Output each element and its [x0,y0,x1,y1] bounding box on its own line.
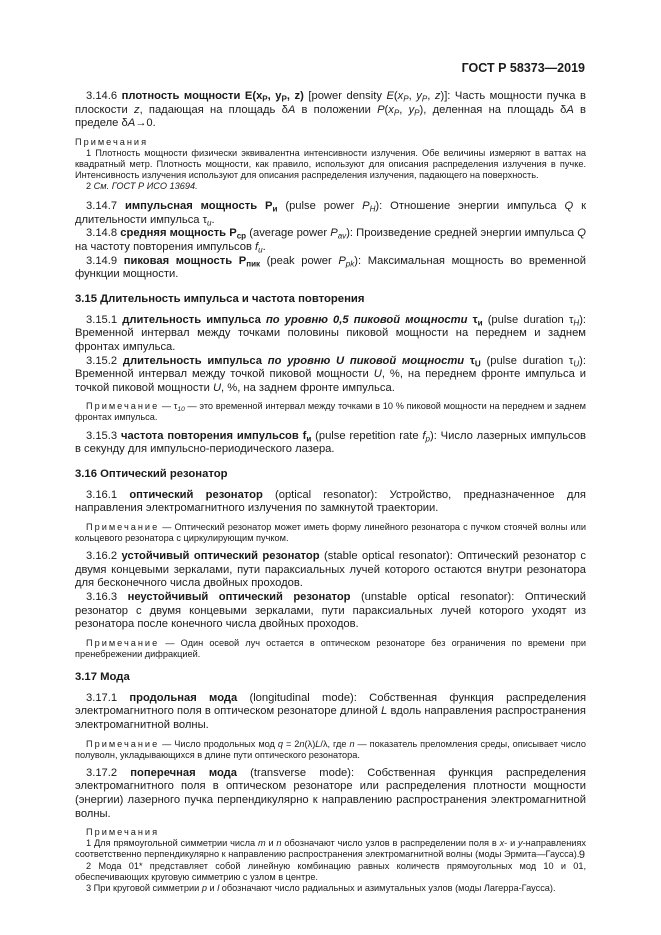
note-paragraph: Примечание — Число продольных мод q = 2n(λ)L/λ, где n — показатель преломления среды, описывает число полуволн, укладывающихся в длине пути оптического резонатора. [75,738,586,760]
note-paragraph: 1 Плотность мощности физически эквивалентна интенсивности излучения. Обе величины измеряют в ваттах на квадратный метр. Плотность мощности, как правило, используют для описания распределения излучения в пучке. Интенсивность излучения используют для описания распределения излучения, падающего на поверхность. [75,147,586,181]
note-paragraph: 2 Мода 01* представляет собой линейную комбинацию равных количеств прямоугольных мод 10 и 01, обеспечивающих круговую симметрию с узлом в центре. [75,860,586,882]
paragraph: 3.16.1 оптический резонатор (optical resonator): Устройство, предназначенное для направления электромагнитного излучения по замкнутой траектории. [75,488,586,515]
document-body [75,90,586,894]
section-heading: 3.17 Мода [75,670,130,683]
paragraph: 3.14.7 импульсная мощность $P_и$ (pulse power $P_H$): Отношение энергии импульса Q к длительности импульса $\tau_и$. [75,200,586,228]
section-heading: 3.16 Оптический резонатор [75,467,228,480]
paragraph: 3.15.2 длительность импульса по уровню U пиковой мощности $\tau_U$ (pulse duration $\tau_U$): Временной интервал между точкой пиковой мощности U, %, на переднем фронте импульса и точкой пиковой мощности U, %, на заднем фронте импульса. [75,354,587,394]
paragraph: 3.17.2 поперечная мода (transverse mode): Собственная функция распределения электромагнитного поля в оптическом резонаторе или распределения плотности мощности (энергии) лазерного пучка перпендикулярно к направлению распространения электромагнитной волны. [75,766,586,820]
note-paragraph: Примечание — $\tau_{10}$ — это временной интервал между точками в 10 % пиковой мощности на переднем и заднем фронтах импульса. [75,401,586,423]
paragraph: 3.14.9 пиковая мощность $P_{пик}$ (peak power $P_{pk}$): Максимальная мощность во временной функции мощности. [75,254,587,281]
paragraph: 3.15.3 частота повторения импульсов $f_и$ (pulse repetition rate $f_p$): Число лазерных импульсов в секунду для импульсно-периодического лазера. [75,429,586,456]
note-paragraph: Примечание — Оптический резонатор может иметь форму линейного резонатора с пучком стоячей волны или кольцевого резонатора с циркулирующим пучком. [75,521,586,544]
note-paragraph: 1 Для прямоугольной симметрии числа m и n обозначают число узлов в распределении поля в x- и y-направлениях соответственно перпендикулярно к направлению распространения электромагнитной волны (моды Эрмита—Гаусса). [75,838,586,860]
paragraph: 3.16.2 устойчивый оптический резонатор (stable optical resonator): Оптический резонатор с двумя концевыми зеркалами, пути параксиальных лучей которого остаются внутри резонатора для бесконечного числа двойных проходов. [75,550,586,590]
page-number: 9 [578,849,585,861]
paragraph: 3.14.6 плотность мощности $E(x_P$, $y_P$, z) [power density $E(x_P$, $y_P$, z)]: Часть мощности пучка в плоскости z, падающая на площадь δA в положении $P(x_P$, $y_P$), деленная на площадь δA в пределе δA→0. [75,90,586,130]
section-heading: 3.15 Длительность импульса и частота повторения [75,292,365,305]
paragraph: 3.14.8 средняя мощность $P_{ср}$ (average power $P_{av}$): Произведение средней энергии импульса Q на частоту повторения импульсов $f_и$. [75,227,586,255]
note-paragraph: Примечание — Один осевой луч остается в оптическом резонаторе без ограничения по времени при пренебрежении дифракцией. [75,637,586,659]
paragraph: 3.17.1 продольная мода (longitudinal mode): Собственная функция распределения электромагнитного поля в оптическом резонаторе длиной L вдоль направления распространения электромагнитной волны. [75,691,586,732]
note-paragraph: 3 При круговой симметрии p и l обозначают число радиальных и азимутальных узлов (моды Лагерра-Гаусса). [86,882,556,893]
note-paragraph: 2 См. ГОСТ Р ИСО 13694. [86,181,198,192]
standard-header: ГОСТ Р 58373—2019 [461,61,585,75]
paragraph: 3.16.3 неустойчивый оптический резонатор (unstable optical resonator): Оптический резонатор с двумя концевыми зеркалами, пути параксиальных лучей которого уходят из резонатора после конечного числа двойных проходов. [75,590,586,631]
paragraph: 3.15.1 длительность импульса по уровню 0,5 пиковой мощности $\tau_и$ (pulse duration $\tau_H$): Временной интервал между точками половины пиковой мощности на переднем и заднем фронтах импульса. [75,313,587,353]
note-paragraph: Примечания [75,136,149,147]
note-paragraph: Примечания [86,827,160,838]
